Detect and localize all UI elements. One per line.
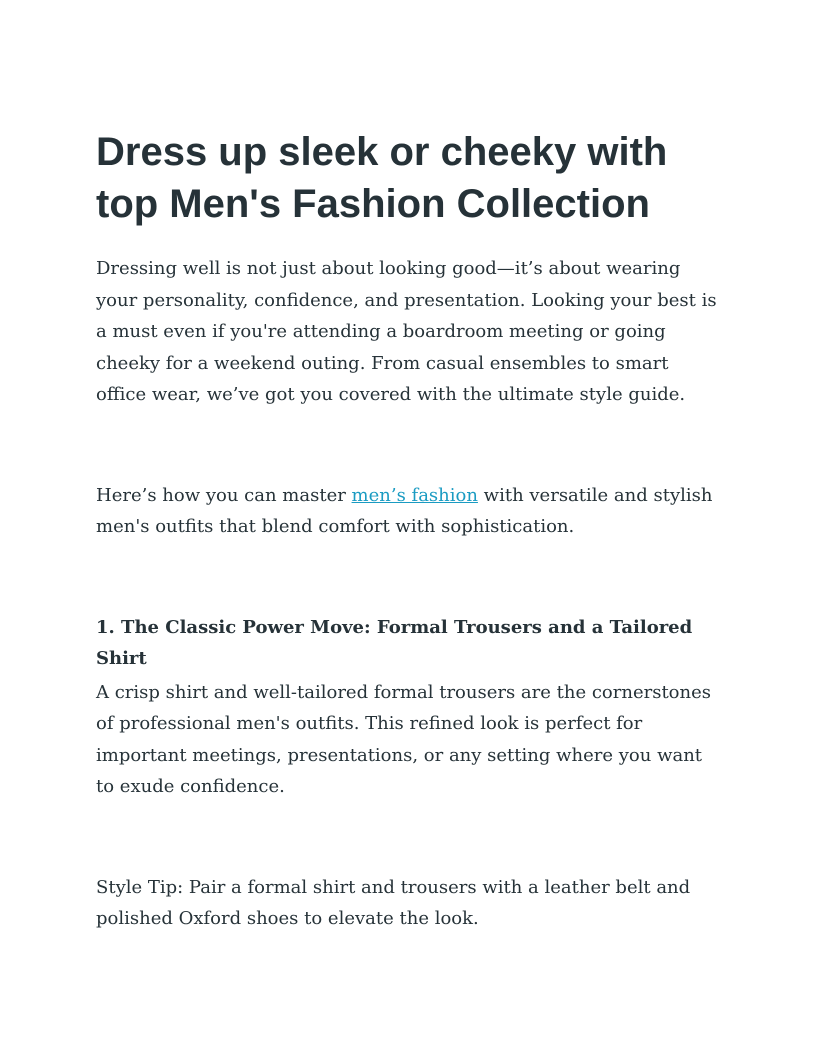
intro-paragraph: Dressing well is not just about looking good—it’s about wearing your personality, confidence, and presentation. Looking your best is a must even if you're attending a boardroom meeting or going cheeky for a weekend outing. From casual ensembles to smart office wear, we’ve got you covered with the ultimate style guide. bbox=[96, 258, 717, 405]
howto-text-before: Here’s how you can master bbox=[96, 484, 352, 506]
section-heading-1: 1. The Classic Power Move: Formal Trousers and a Tailored Shirt bbox=[96, 616, 693, 669]
document-page bbox=[96, 126, 720, 935]
style-tip-paragraph: Style Tip: Pair a formal shirt and trousers with a leather belt and polished Oxford shoes to elevate the look. bbox=[96, 876, 691, 929]
howto-text-after: with versatile and stylish men's outfits that blend comfort with sophistication. bbox=[96, 484, 713, 537]
howto-paragraph bbox=[96, 480, 720, 543]
article-title: Dress up sleek or cheeky with top Men's Fashion Collection bbox=[96, 130, 668, 226]
mens-fashion-link[interactable]: men’s fashion bbox=[351, 484, 478, 506]
section-body-1: A crisp shirt and well-tailored formal trousers are the cornerstones of professional men's outfits. This refined look is perfect for important meetings, presentations, or any setting where you want to exude confidence. bbox=[96, 681, 712, 797]
